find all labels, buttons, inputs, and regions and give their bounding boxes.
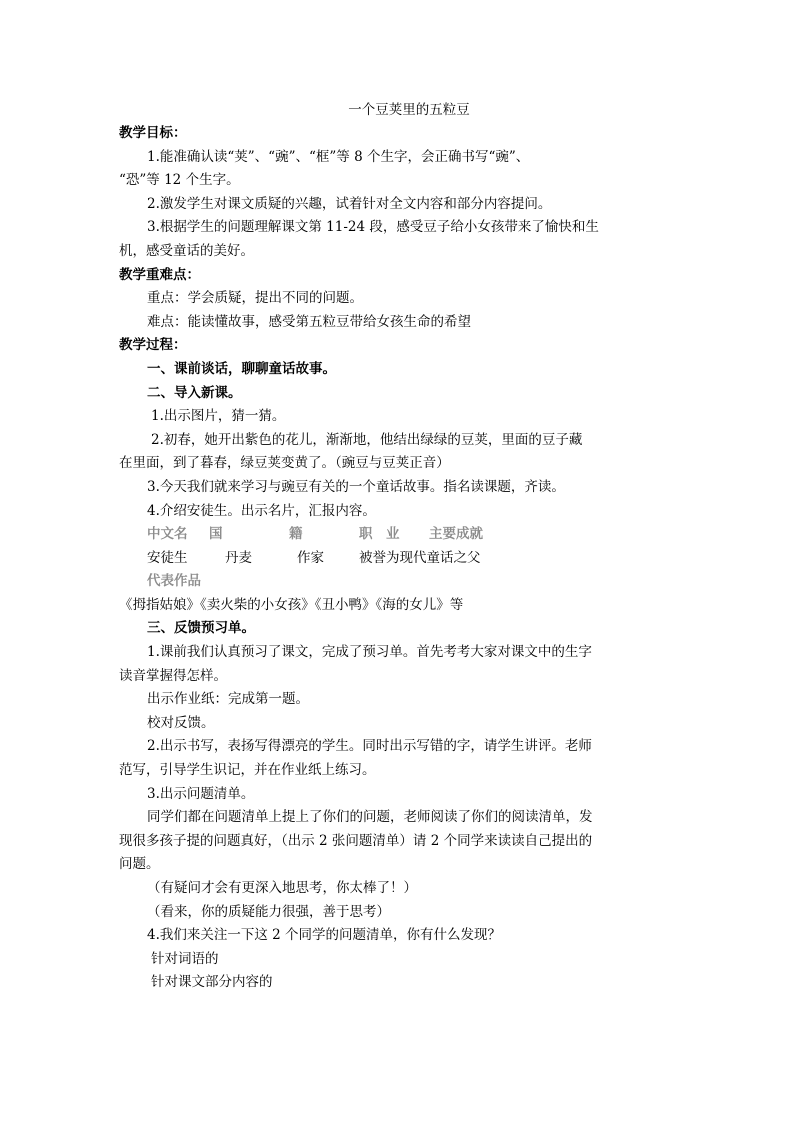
step-item: （看来，你的质疑能力很强，善于思考） (147, 903, 390, 920)
step-item: 同学们都在问题清单上提上了你们的问题，老师阅读了你们的阅读清单，发 (147, 809, 593, 826)
step-item: 4.介绍安徒生。出示名片，汇报内容。 (147, 502, 376, 519)
key-heading: 教学重难点： (119, 266, 200, 283)
works-heading: 代表作品 (147, 573, 201, 590)
step-item: 出示作业纸：完成第一题。 (147, 691, 309, 708)
step-heading: 一、课前谈话，聊聊童话故事。 (147, 360, 336, 377)
step-item: 2.初春，她开出紫色的花儿，渐渐地，他结出绿绿的豆荚，里面的豆子藏 (151, 431, 583, 448)
step-heading: 二、导入新课。 (147, 384, 242, 401)
document-body (119, 98, 679, 995)
step-item: 范写，引导学生识记，并在作业纸上练习。 (119, 762, 376, 779)
doc-title: 一个豆荚里的五粒豆 (348, 102, 470, 118)
step-item: 3.出示问题清单。 (147, 785, 255, 802)
step-item: 1.课前我们认真预习了课文，完成了预习单。首先考考大家对课文中的生字 (147, 644, 592, 661)
step-item: 4.我们来关注一下这 2 个同学的问题清单，你有什么发现？ (147, 927, 502, 944)
goal-line: 1.能准确认读“荚”、“豌”、“框”等 8 个生字，会正确书写“豌”、 (147, 148, 530, 165)
goal-line: “恐”等 12 个生字。 (119, 172, 240, 189)
step-item: 3.今天我们就来学习与豌豆有关的一个童话故事。指名读课题，齐读。 (147, 478, 565, 495)
step-item: 针对课文部分内容的 (151, 974, 273, 991)
step-item: 现很多孩子提的问题真好，（出示 2 张问题清单）请 2 个同学来读读自己提出的 (119, 832, 593, 849)
works-list: 《拇指姑娘》《卖火柴的小女孩》《丑小鸭》《海的女儿》等 (119, 596, 464, 613)
goal-line: 2.激发学生对课文质疑的兴趣，试着针对全文内容和部分内容提问。 (147, 195, 552, 212)
goal-line: 机，感受童话的美好。 (119, 242, 254, 259)
step-item: 在里面，到了暮春，绿豆荚变黄了。（豌豆与豆荚正音） (119, 455, 450, 472)
card-value: 安徒生 (147, 549, 188, 566)
step-item: 2.出示书写，表扬写得漂亮的学生。同时出示写错的字，请学生讲评。老师 (147, 738, 592, 755)
card-value: 作家 (297, 549, 324, 566)
goal-line: 3.根据学生的问题理解课文第 11-24 段，感受豆子给小女孩带来了愉快和生 (147, 219, 599, 236)
goals-heading: 教学目标： (119, 125, 187, 141)
key-point: 难点：能读懂故事，感受第五粒豆带给女孩生命的希望 (147, 313, 471, 330)
card-header: 主要成就 (429, 526, 483, 543)
card-header: 籍 (289, 526, 303, 543)
step-item: 针对词语的 (151, 950, 219, 967)
step-item: 读音掌握得怎样。 (119, 667, 227, 684)
card-header: 中文名 (147, 526, 188, 543)
card-value-row (119, 547, 679, 571)
step-item: （有疑问才会有更深入地思考，你太棒了！） (147, 880, 417, 896)
card-value: 被誉为现代童话之父 (359, 549, 481, 566)
card-header: 国 (209, 526, 223, 543)
process-heading: 教学过程： (119, 337, 187, 354)
card-value: 丹麦 (225, 549, 252, 566)
step-item: 1.出示图片，猜一猜。 (151, 408, 286, 425)
step-heading: 三、反馈预习单。 (147, 620, 255, 637)
step-item: 校对反馈。 (147, 714, 215, 731)
key-point: 重点：学会质疑，提出不同的问题。 (147, 290, 363, 307)
card-header: 职 业 (359, 526, 400, 543)
card-header-row (119, 523, 679, 547)
step-item: 问题。 (119, 856, 160, 873)
